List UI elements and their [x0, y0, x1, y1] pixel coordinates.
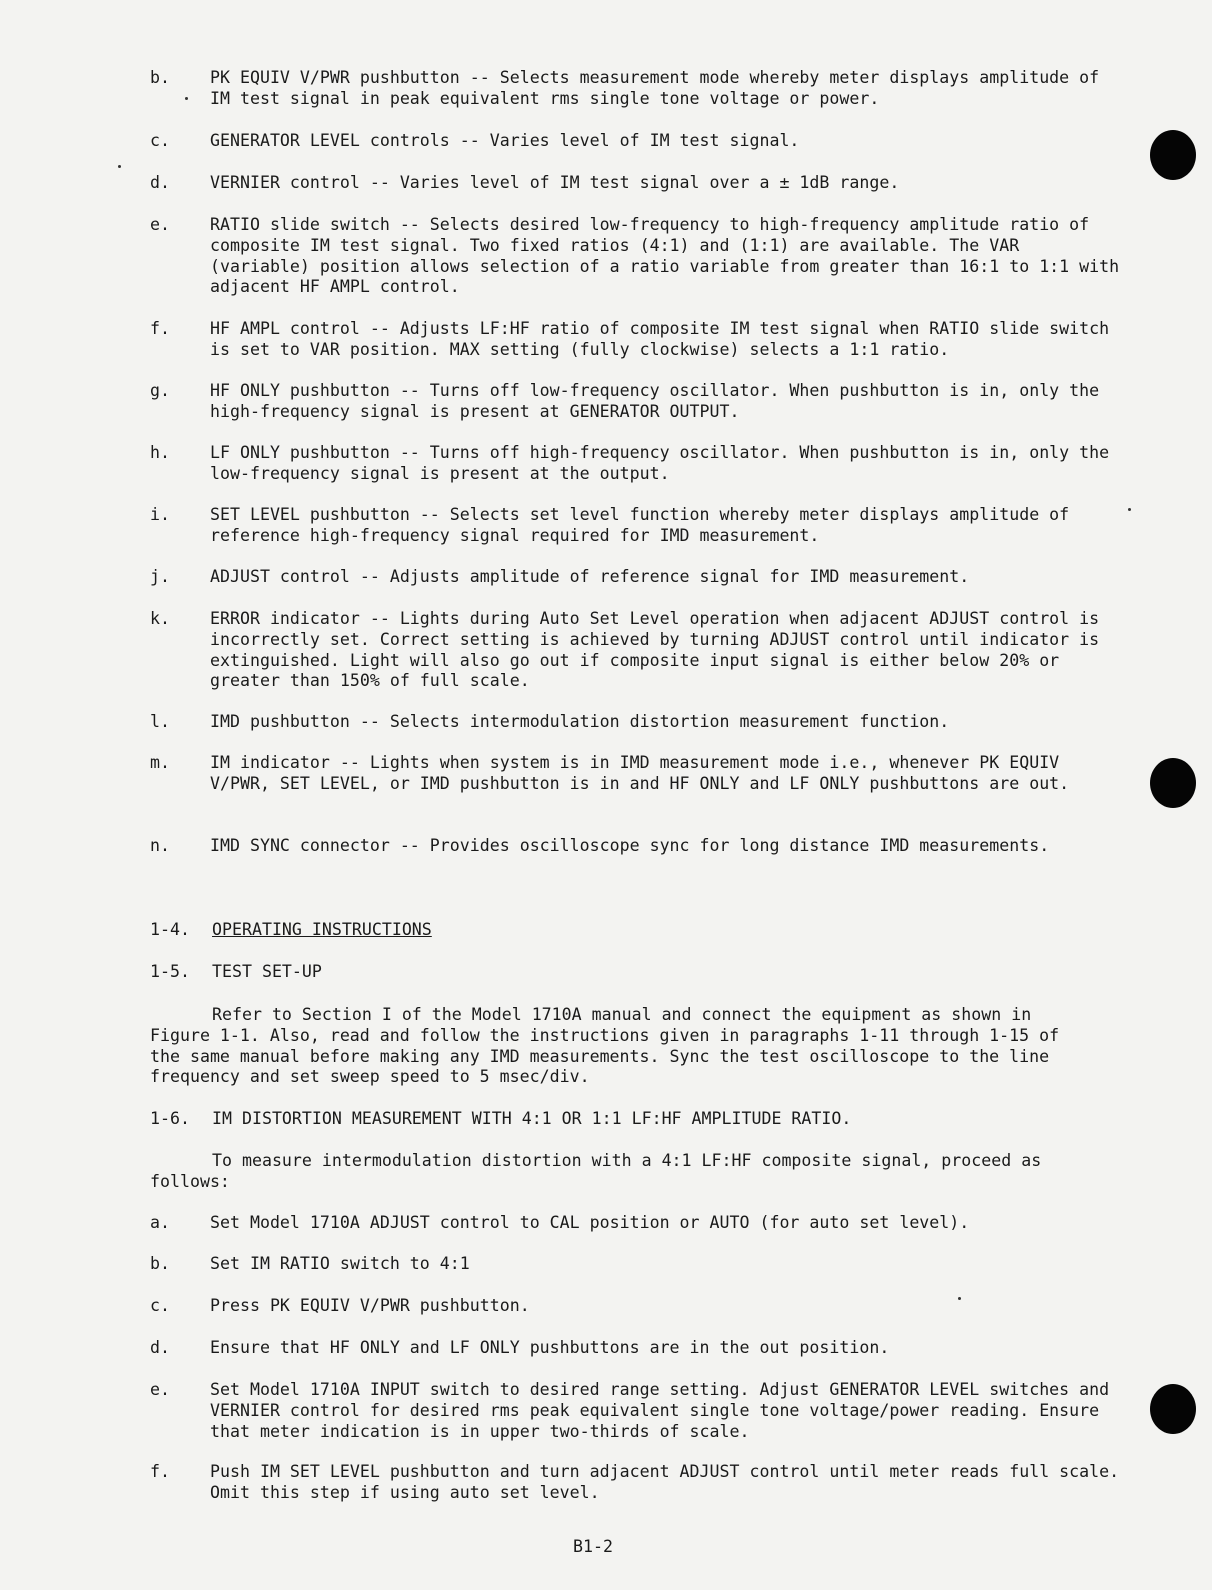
section-number: 1-4. — [150, 920, 190, 939]
section-heading-1-6 — [150, 1109, 851, 1130]
punch-hole-bottom — [1150, 1384, 1196, 1434]
step-text: Set IM RATIO switch to 4:1 — [210, 1254, 470, 1273]
item-letter: f. — [150, 319, 170, 338]
step-letter: c. — [150, 1296, 170, 1315]
section-title: OPERATING INSTRUCTIONS — [212, 920, 432, 939]
section-heading-1-4 — [150, 920, 432, 941]
item-text: HF AMPL control -- Adjusts LF:HF ratio of composite IM test signal when RATIO slide switch is set to VAR position. MAX setting (fully clockwise) selects a 1:1 ratio. — [210, 319, 1110, 359]
item-text: LF ONLY pushbutton -- Turns off high-frequency oscillator. When pushbutton is in, only the low-frequency signal is present at the output. — [210, 443, 1110, 483]
item-text: ADJUST control -- Adjusts amplitude of reference signal for IMD measurement. — [210, 567, 970, 586]
step-letter: b. — [150, 1254, 170, 1273]
item-letter: h. — [150, 443, 170, 462]
item-text: GENERATOR LEVEL controls -- Varies level of IM test signal. — [210, 131, 800, 150]
item-text: SET LEVEL pushbutton -- Selects set level function whereby meter displays amplitude of reference high-frequency signal required for IMD measurement. — [210, 505, 1070, 545]
item-text: VERNIER control -- Varies level of IM test signal over a ± 1dB range. — [210, 173, 900, 192]
item-text: IMD SYNC connector -- Provides oscilloscope sync for long distance IMD measurements. — [210, 836, 1050, 855]
item-letter: e. — [150, 215, 170, 234]
item-letter: c. — [150, 131, 170, 150]
page-number: B1-2 — [573, 1537, 613, 1556]
punch-hole-middle — [1150, 758, 1196, 808]
item-letter: b. — [150, 68, 170, 87]
section-number: 1-5. — [150, 962, 190, 981]
item-text: IM indicator -- Lights when system is in IMD measurement mode i.e., whenever PK EQUIV V/PWR, SET LEVEL, or IMD pushbutton is in and HF ONLY and LF ONLY pushbuttons are out. — [210, 753, 1070, 793]
section-heading-1-5 — [150, 962, 322, 983]
item-letter: n. — [150, 836, 170, 855]
item-text: HF ONLY pushbutton -- Turns off low-frequency oscillator. When pushbutton is in, only the high-frequency signal is present at GENERATOR OUTPUT. — [210, 381, 1100, 421]
item-text: RATIO slide switch -- Selects desired low-frequency to high-frequency amplitude ratio of composite IM test signal. Two fixed ratios (4:1) and (1:1) are available. The VAR (variable) position allows selection of a ratio variable from greater than 16:1 to 1:1 with adjacent HF AMPL control. — [210, 215, 1120, 297]
scan-speck — [118, 165, 121, 168]
item-letter: m. — [150, 753, 170, 772]
step-letter: d. — [150, 1338, 170, 1357]
punch-hole-top — [1150, 130, 1196, 180]
section-title: TEST SET-UP — [212, 962, 322, 981]
setup-paragraph: Refer to Section I of the Model 1710A manual and connect the equipment as shown in Figure 1-1. Also, read and follow the instructions given in paragraphs 1-11 through 1-15 of the same manual before making any IMD measurements. Sync the test oscilloscope to the line frequency and set sweep speed to 5 msec/div. — [150, 1005, 1060, 1087]
step-text: Set Model 1710A ADJUST control to CAL position or AUTO (for auto set level). — [210, 1213, 970, 1232]
step-text: Ensure that HF ONLY and LF ONLY pushbuttons are in the out position. — [210, 1338, 890, 1357]
step-letter: f. — [150, 1462, 170, 1481]
step-text: Set Model 1710A INPUT switch to desired range setting. Adjust GENERATOR LEVEL switches and VERNIER control for desired rms peak equivalent single tone voltage/power reading. Ensure that meter indication is in upper two-thirds of scale. — [210, 1380, 1110, 1441]
item-letter: j. — [150, 567, 170, 586]
item-letter: l. — [150, 712, 170, 731]
scan-speck — [185, 97, 188, 100]
item-text: ERROR indicator -- Lights during Auto Set Level operation when adjacent ADJUST control is incorrectly set. Correct setting is achieved by turning ADJUST control until indicator is extinguished. Light will also go out if composite input signal is either below 20% or greater than 150% of full scale. — [210, 609, 1100, 691]
step-letter: a. — [150, 1213, 170, 1232]
item-letter: k. — [150, 609, 170, 628]
item-letter: i. — [150, 505, 170, 524]
step-text: Push IM SET LEVEL pushbutton and turn adjacent ADJUST control until meter reads full scale. Omit this step if using auto set level. — [210, 1462, 1120, 1502]
section-title: IM DISTORTION MEASUREMENT WITH 4:1 OR 1:1 LF:HF AMPLITUDE RATIO. — [212, 1109, 852, 1128]
measure-paragraph: To measure intermodulation distortion with a 4:1 LF:HF composite signal, proceed as follows: — [150, 1151, 1042, 1191]
step-text: Press PK EQUIV V/PWR pushbutton. — [210, 1296, 530, 1315]
section-number: 1-6. — [150, 1109, 190, 1128]
item-letter: d. — [150, 173, 170, 192]
step-letter: e. — [150, 1380, 170, 1399]
scan-speck — [1128, 508, 1131, 511]
item-text: IMD pushbutton -- Selects intermodulation distortion measurement function. — [210, 712, 950, 731]
item-letter: g. — [150, 381, 170, 400]
item-text: PK EQUIV V/PWR pushbutton -- Selects measurement mode whereby meter displays amplitude of IM test signal in peak equivalent rms single tone voltage or power. — [210, 68, 1100, 108]
